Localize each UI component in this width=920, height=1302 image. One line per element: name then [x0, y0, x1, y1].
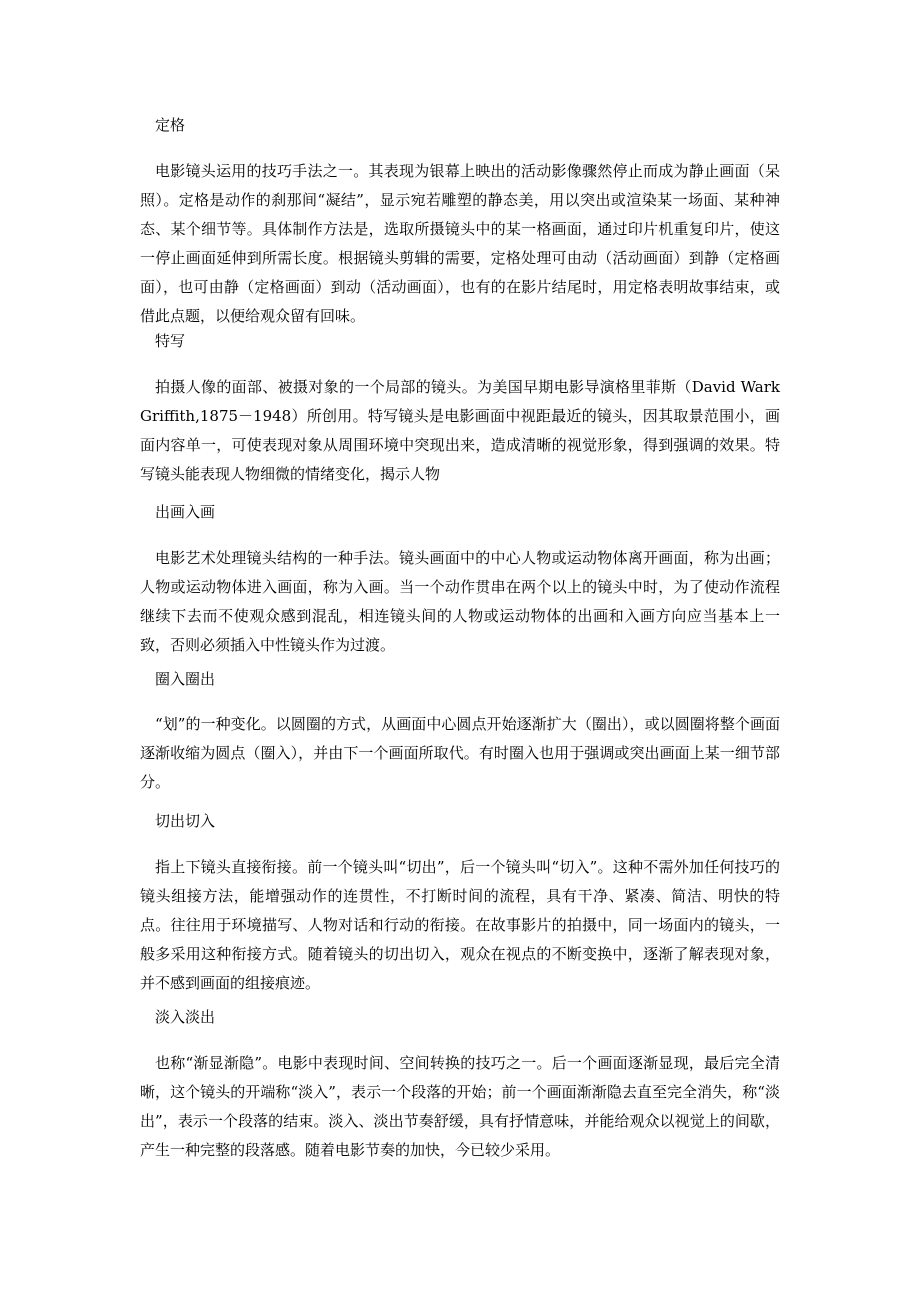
section-body-dingge: 电影镜头运用的技巧手法之一。其表现为银幕上映出的活动影像骤然停止而成为静止画面（呆照）。定格是动作的刹那间“凝结”，显示宛若雕塑的静态美，用以突出或渲染某一场面、某种神态、某个细节等。具体制作方法是，选取所摄镜头中的某一格画面，通过印片机重复印片，使这一停止画面延伸到所需长度。根据镜头剪辑的需要，定格处理可由动（活动画面）到静（定格画面），也可由静（定格画面）到动（活动画面），也有的在影片结尾时，用定格表明故事结束，或借此点题，以便给观众留有回味。: [140, 162, 780, 325]
section-body-texie: 拍摄人像的面部、被摄对象的一个局部的镜头。为美国早期电影导演格里菲斯（David Wark Griffith,1875－1948）所创用。特写镜头是电影画面中视距最近的镜头，因其取景范围小，画面内容单一，可使表现对象从周围环境中突现出来，造成清晰的视觉形象，得到强调的效果。特写镜头能表现人物细微的情绪变化，揭示人物: [140, 378, 780, 483]
section-title-dingge: 定格: [155, 116, 186, 134]
section-title-danru-danchu: 淡入淡出: [155, 1008, 216, 1026]
section-body-chuhua-ruhua: 电影艺术处理镜头结构的一种手法。镜头画面中的中心人物或运动物体离开画面，称为出画；人物或运动物体进入画面，称为入画。当一个动作贯串在两个以上的镜头中时，为了使动作流程继续下去而不使观众感到混乱，相连镜头间的人物或运动物体的出画和入画方向应当基本上一致，否则必须插入中性镜头作为过渡。: [140, 549, 780, 654]
section-title-texie: 特写: [155, 332, 186, 350]
section-title-quanru-quanchu: 圈入圈出: [155, 670, 216, 688]
section-body-danru-danchu: 也称“渐显渐隐”。电影中表现时间、空间转换的技巧之一。后一个画面逐渐显现，最后完全清晰，这个镜头的开端称“淡入”，表示一个段落的开始；前一个画面渐渐隐去直至完全消失，称“淡出”，表示一个段落的结束。淡入、淡出节奏舒缓，具有抒情意味，并能给观众以视觉上的间歇，产生一种完整的段落感。随着电影节奏的加快，今已较少采用。: [140, 1054, 780, 1159]
section-title-chuhua-ruhua: 出画入画: [155, 503, 216, 521]
section-body-quanru-quanchu: “划”的一种变化。以圆圈的方式，从画面中心圆点开始逐渐扩大（圈出），或以圆圈将整个画面逐渐收缩为圆点（圈入），并由下一个画面所取代。有时圈入也用于强调或突出画面上某一细节部分。: [140, 715, 780, 791]
section-title-qiechu-qieru: 切出切入: [155, 812, 216, 830]
section-body-qiechu-qieru: 指上下镜头直接衔接。前一个镜头叫“切出”，后一个镜头叫“切入”。这种不需外加任何技巧的镜头组接方法，能增强动作的连贯性，不打断时间的流程，具有干净、紧凑、简洁、明快的特点。往往用于环境描写、人物对话和行动的衔接。在故事影片的拍摄中，同一场面内的镜头，一般多采用这种衔接方式。随着镜头的切出切入，观众在视点的不断变换中，逐渐了解表现对象，并不感到画面的组接痕迹。: [140, 858, 780, 992]
